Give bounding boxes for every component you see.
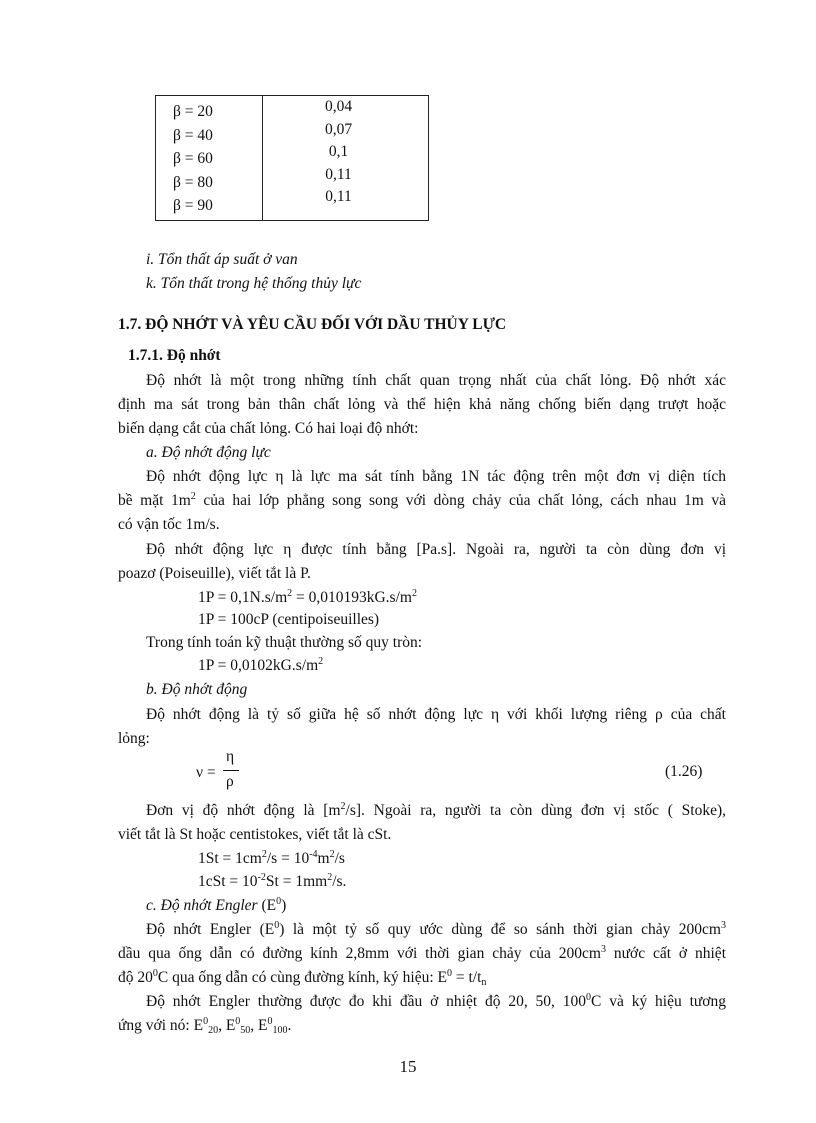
para1-line: định ma sát trong bản thân chất lỏng và thể hiện khả năng chống biến dạng trượt hoặc: [118, 396, 726, 413]
para4-line: Độ nhớt động là tỷ số giữa hệ số nhớt động lực η với khối lượng riêng ρ của chất: [146, 706, 726, 723]
value-cell: 0,1: [328, 143, 349, 160]
para6-line: độ $20^0C$ qua ống dẫn có cùng đường kính, ký hiệu: $E^0 = t/t_n$: [118, 968, 487, 988]
item-k: k. Tổn thất trong hệ thống thủy lực: [146, 275, 362, 292]
equation-4: $1St = 1cm^2/s = 10^{-4}m^2/s$: [198, 849, 345, 867]
beta-cell: β = 40: [173, 126, 213, 144]
para2-line: bề mặt $1m^2$ của hai lớp phẳng song song với dòng chảy của chất lỏng, cách nhau 1m và: [118, 491, 726, 509]
value-cell: 0,07: [324, 120, 353, 138]
sub-heading: 1.7.1. Độ nhớt: [128, 347, 221, 364]
equation-1: $1P = 0,1N.s/m^2 = 0,010193kG.s/m^2$: [198, 588, 417, 606]
section-heading: 1.7. ĐỘ NHỚT VÀ YÊU CẦU ĐỐI VỚI DẦU THỦY LỰC: [118, 316, 507, 333]
a-title: a. Độ nhớt động lực: [146, 444, 271, 461]
para3-line: Độ nhớt động lực η được tính bằng [Pa.s]. Ngoài ra, người ta còn dùng đơn vị: [146, 541, 726, 558]
beta-cell: β = 60: [173, 150, 213, 167]
para2-line: Độ nhớt động lực η là lực ma sát tính bằng 1N tác động trên một đơn vị diện tích: [146, 468, 726, 485]
formula-lhs: ν =: [196, 764, 216, 781]
equation-5: $1cSt = 10^{-2}St = 1mm^2/s$.: [198, 872, 347, 890]
para1-line: Độ nhớt là một trong những tính chất quan trọng nhất của chất lỏng. Độ nhớt xác: [146, 372, 726, 389]
para7-line: ứng với nó: $E^0_{20}$, $E^0_{50}$, $E^0_{100}$.: [118, 1016, 292, 1036]
para7-line: Độ nhớt Engler thường được đo khi đầu ở nhiệt độ 20, 50, $100^0C$ và ký hiệu tương: [146, 992, 726, 1010]
para6-line: Độ nhớt Engler $(E^0)$ là một tỷ số quy ước dùng để so sánh thời gian chảy $200cm^3$: [146, 920, 726, 938]
value-cell: 0,04: [324, 98, 353, 115]
para1-line: biến dạng cắt của chất lỏng. Có hai loại độ nhớt:: [118, 420, 419, 437]
fraction-bar: [223, 770, 239, 771]
formula: [196, 748, 256, 794]
formula-denominator: ρ: [226, 773, 234, 790]
beta-column: [156, 96, 263, 220]
equation-3: $1P = 0,0102kG.s/m^2$: [198, 656, 324, 674]
beta-cell: β = 90: [173, 197, 213, 214]
para5-line: Đơn vị độ nhớt động là $[m^2/s]$. Ngoài ra, người ta còn dùng đơn vị stốc ( Stoke),: [146, 801, 726, 819]
equation-number: (1.26): [665, 763, 703, 780]
round-text: Trong tính toán kỹ thuật thường số quy tròn:: [146, 634, 423, 651]
b-title: b. Độ nhớt động: [146, 681, 248, 698]
para5-line: viết tắt là St hoặc centistokes, viết tắt là cSt.: [118, 826, 392, 843]
formula-numerator: η: [226, 748, 235, 765]
beta-cell: β = 20: [173, 103, 213, 120]
beta-table: [155, 95, 429, 221]
para4-line: lỏng:: [118, 730, 150, 747]
item-i: i. Tổn thất áp suất ở van: [146, 251, 298, 268]
beta-cell: β = 80: [173, 173, 213, 191]
value-cell: 0,11: [325, 188, 352, 205]
value-cell: 0,11: [325, 165, 352, 183]
value-column: [263, 96, 428, 220]
c-title: c. Độ nhớt Engler $(E^0)$: [146, 896, 287, 914]
para3-line: poazơ (Poiseuille), viết tắt là P.: [118, 565, 311, 582]
page-number: 15: [399, 1057, 417, 1076]
para2-line: có vận tốc 1m/s.: [118, 516, 220, 533]
equation-2: 1P = 100cP (centipoiseuilles): [198, 611, 380, 628]
para6-line: dầu qua ống dẫn có đường kính 2,8mm với thời gian chảy của $200cm^3$ nước cất ở nhiệt: [118, 944, 726, 962]
